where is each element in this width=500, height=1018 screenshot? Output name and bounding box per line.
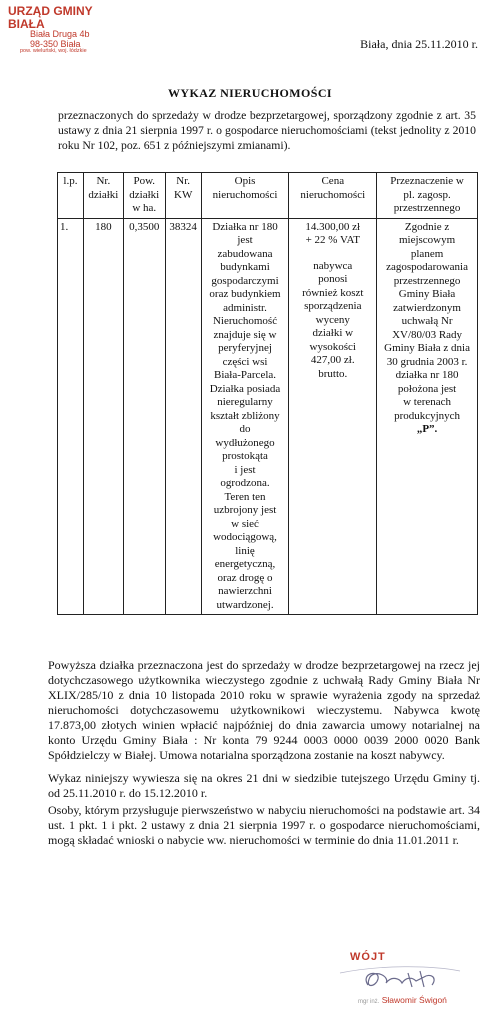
header-land-register: Nr. KW [165, 173, 201, 219]
document-date: Biała, dnia 25.11.2010 r. [360, 37, 478, 51]
mayor-signature-stamp [320, 947, 490, 1013]
stamp-address: Biała Druga 4b [30, 29, 90, 40]
header-lp: l.p. [58, 173, 84, 219]
header-description: Opis nieruchomości [201, 173, 289, 219]
header-area: Pow. działki w ha. [123, 173, 165, 219]
header-designation: Przeznaczenie w pl. zagosp. przestrzennego [377, 173, 478, 219]
signatory-name: Sławomir Świgoń [381, 995, 447, 1005]
cell-land-register: 38324 [165, 218, 201, 615]
table-header-row [58, 173, 478, 219]
cell-plot-number: 180 [83, 218, 123, 615]
document-heading: WYKAZ NIERUCHOMOŚCI [168, 86, 332, 100]
cell-description: Działka nr 180 jest zabudowana budynkami gospodarczymi oraz budynkiem administr. Nieruchomość znajduje się w peryferyjnej części wsi Biała-Parcela. Działka posiada nieregularny kształt zbliżony do wydłużonego prostokąta i jest ogrodzona. Teren ten uzbrojony jest w sieć wodociągową, linię energetyczną, oraz drogę o nawierzchni utwardzonej. [201, 218, 289, 615]
cell-lp: 1. [58, 218, 84, 615]
property-table [57, 172, 478, 615]
priority-rights-paragraph: Osoby, którym przysługuje pierwszeństwo w nabyciu nieruchomości na podstawie art. 34 ust. 1 pkt. 1 i pkt. 2 ustawy z dnia 21 sierpnia 1997 r. o gospodarce nieruchomościami, mogą składać wnioski o nabycie ww. nieruchomości w terminie do dnia 11.01.2011 r. [48, 803, 480, 847]
office-stamp [8, 5, 126, 55]
table-row [58, 218, 478, 615]
stamp-postcode: 98-350 Biała [30, 38, 81, 49]
intro-text: przeznaczonych do sprzedaży w drodze bezprzetargowej, sporządzony zgodnie z art. 35 ustawy z dnia 21 sierpnia 1997 r. o gospodarce nieruchomościami (tekst jednolity z 2010 roku Nr 102, poz. 651 z późniejszymi zmianami). [58, 109, 476, 152]
sale-conditions-paragraph: Powyższa działka przeznaczona jest do sprzedaży w drodze bezprzetargowej na rzecz jej dotychczasowego użytkownika wieczystego zgodnie z uchwałą Rady Gminy Biała Nr XLIX/285/10 z dnia 10 listopada 2010 roku w sprawie wyrażenia zgody na sprzedaż nieruchomości dotychczasowemu użytkownikowi wieczystemu. Nabywca kwotę 17.873,00 złotych winien wpłacić najpóźniej do dnia zawarcia umowy notarialnej na konto Urzędu Gminy Biała : Nr konta 79 9244 0003 0000 0039 2000 0020 Bank Spółdzielczy w Białej. Umowa notarialna sporządzona zostanie na koszt nabywcy. [48, 658, 480, 762]
cell-area: 0,3500 [123, 218, 165, 615]
zone-symbol: „P”. [416, 423, 438, 435]
signatory-line [358, 995, 447, 1005]
signature-title: WÓJT [350, 951, 386, 963]
cell-designation: Zgodnie z miejscowym planem zagospodarowania przestrzennego Gminy Biała zatwierdzonym uchwałą Nr XV/80/03 Rady Gminy Biała z dnia 30 grudnia 2003 r. działka nr 180 położona jest w terenach produkcyjnych „P”. [377, 218, 478, 615]
posting-period-paragraph: Wykaz niniejszy wywiesza się na okres 21 dni w siedzibie tutejszego Urzędu Gminy tj. od 25.11.2010 r. do 15.12.2010 r. [48, 771, 480, 800]
header-plot-number: Nr. działki [83, 173, 123, 219]
cell-price: 14.300,00 zł + 22 % VAT nabywca ponosi również koszt sporządzenia wyceny działki w wysokości 427,00 zł. brutto. [289, 218, 377, 615]
signatory-prefix: mgr inż. [358, 999, 380, 1005]
header-price: Cena nieruchomości [289, 173, 377, 219]
stamp-title: URZĄD GMINY BIAŁA [8, 4, 93, 31]
stamp-region: pow. wieluński, woj. łódzkie [20, 48, 87, 55]
